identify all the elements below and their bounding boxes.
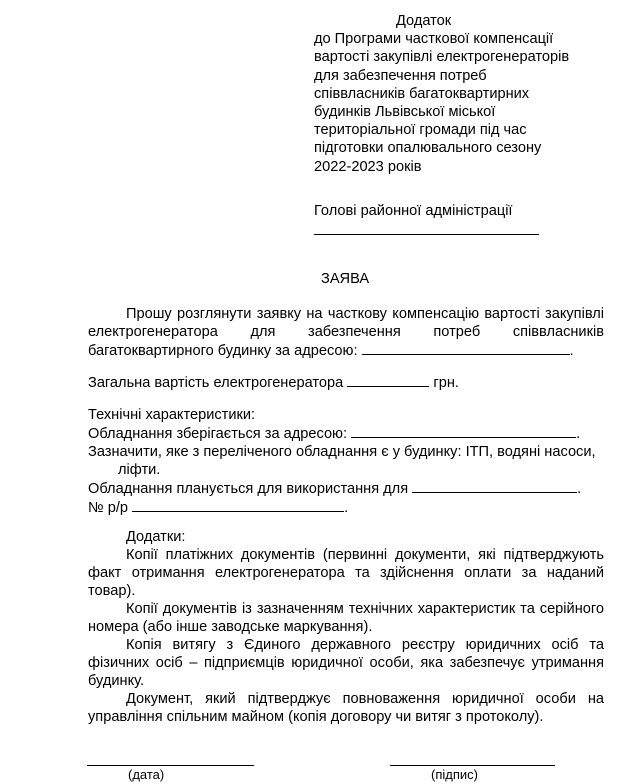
request-word: співвласників <box>512 324 604 340</box>
attachment-text: фізичних осіб – підприємців юридичної особи, яка забезпечує утримання <box>88 655 604 671</box>
attachment-text: управління спільним майном (копія договору чи витяг з протоколу). <box>88 709 544 725</box>
cost-line <box>88 373 459 392</box>
date-field[interactable] <box>87 765 254 766</box>
appendix-line: територіальної громади під час <box>314 122 527 139</box>
date-label: (дата) <box>128 767 165 782</box>
appendix-line: співвласників багатоквартирних <box>314 85 530 102</box>
storage-label: Обладнання зберігається за адресою: <box>88 426 348 442</box>
account-line <box>88 498 604 517</box>
request-word: потреб <box>433 324 481 340</box>
attachment-item <box>88 636 604 690</box>
period: . <box>576 426 581 442</box>
request-word: для <box>250 324 276 340</box>
usage-field[interactable] <box>412 479 577 493</box>
equipment-line-2: ліфти. <box>118 462 161 478</box>
period: . <box>344 500 349 516</box>
attachments-section <box>88 528 604 726</box>
attachment-text: номера (або інше заводське маркування). <box>88 619 373 635</box>
appendix-line: для забезпечення потреб <box>314 67 487 84</box>
address-label: багатоквартирного будинку за адресою: <box>88 343 358 359</box>
signature-label: (підпис) <box>431 767 478 782</box>
appendix-line: до Програми часткової компенсації <box>314 31 554 48</box>
addressee-name-field[interactable] <box>314 234 539 235</box>
storage-address-field[interactable] <box>351 424 576 438</box>
appendix-line: будинків Львівської міської <box>314 104 496 121</box>
request-line-3 <box>88 341 604 360</box>
address-field[interactable] <box>362 341 570 355</box>
attachment-text: Копії документів із зазначенням технічних характеристик та серійного <box>126 601 604 617</box>
appendix-line: вартості закупівлі електрогенераторів <box>314 49 570 66</box>
request-line-2 <box>88 323 604 341</box>
attachment-text: Документ, який підтверджує повноваження юридичної особи на <box>126 691 604 707</box>
document-title: ЗАЯВА <box>321 271 370 287</box>
attachment-item <box>88 600 604 636</box>
usage-label: Обладнання планується для використання для <box>88 481 409 497</box>
appendix-title: Додаток <box>396 13 452 29</box>
account-field[interactable] <box>132 498 344 512</box>
attachments-heading: Додатки: <box>126 529 186 545</box>
period: . <box>569 343 574 359</box>
cost-field[interactable] <box>347 373 429 387</box>
usage-line <box>88 479 604 498</box>
appendix-line: 2022-2023 років <box>314 158 422 175</box>
attachment-item <box>88 690 604 726</box>
equipment-line-1: Зазначити, яке з переліченого обладнання є у будинку: ІТП, водяні насоси, <box>88 444 596 460</box>
request-word: електрогенератора <box>88 324 218 340</box>
currency-label: грн. <box>433 375 459 391</box>
attachment-text: Копії платіжних документів (первинні документи, які підтверджують <box>126 547 604 563</box>
signature-field[interactable] <box>390 765 555 766</box>
storage-line <box>88 424 604 443</box>
appendix-line: підготовки опалювального сезону <box>314 140 542 157</box>
addressee-label: Голові районної адміністрації <box>314 203 513 219</box>
period: . <box>577 481 582 497</box>
appendix-header <box>314 12 569 176</box>
attachment-text: Копія витягу з Єдиного державного реєстру юридичних осіб та <box>126 637 604 653</box>
attachment-text: товар). <box>88 583 136 599</box>
technical-heading: Технічні характеристики: <box>88 407 256 423</box>
attachment-text: будинку. <box>88 673 145 689</box>
cost-label: Загальна вартість електрогенератора <box>88 375 344 391</box>
account-label: № р/р <box>88 500 128 516</box>
attachment-item <box>88 546 604 600</box>
request-word: забезпечення <box>308 324 401 340</box>
attachment-text: факт отримання електрогенератора та здійснення оплати за наданий <box>88 565 604 581</box>
technical-section <box>88 406 604 517</box>
request-paragraph <box>88 305 604 360</box>
request-line-1: Прошу розглянути заявку на часткову компенсацію вартості закупівлі <box>126 306 604 322</box>
